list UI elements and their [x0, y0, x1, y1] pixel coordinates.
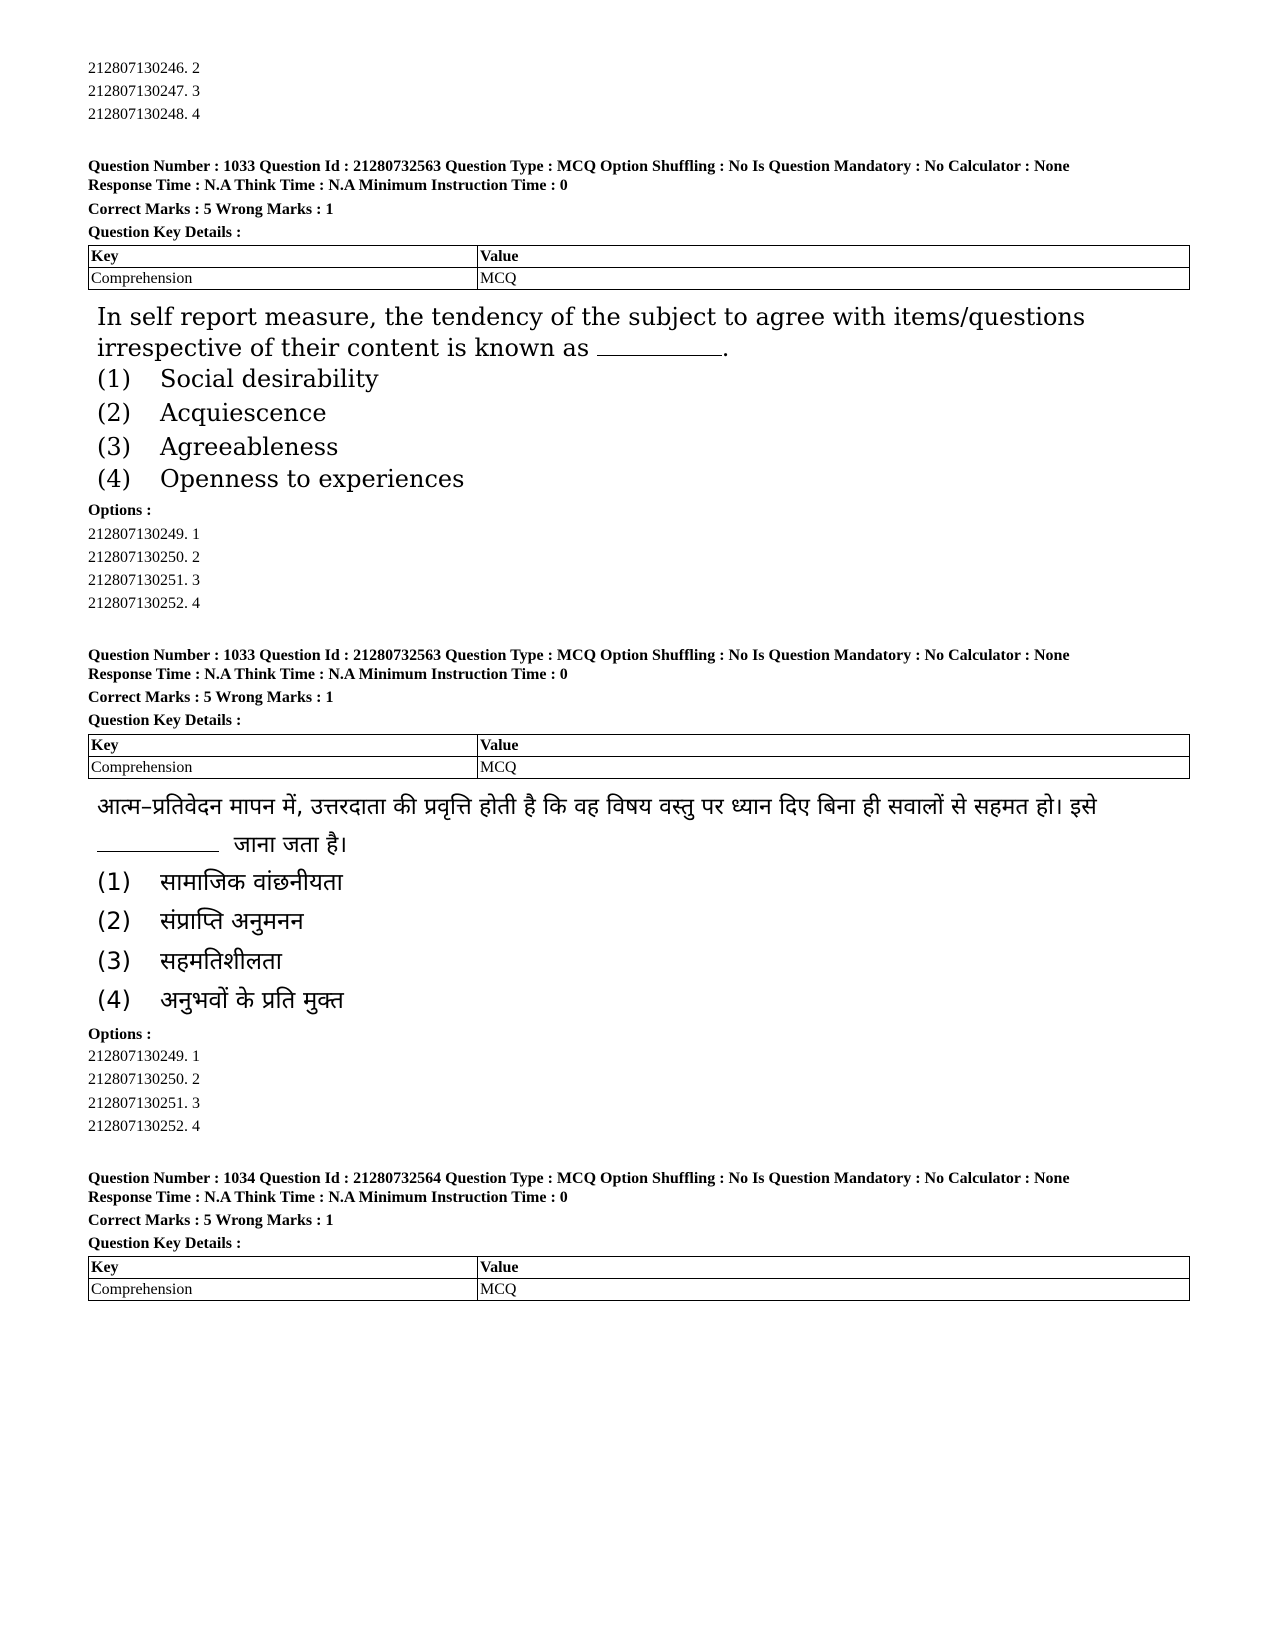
answer-choice [97, 946, 282, 976]
answer-number: (4) [97, 986, 131, 1014]
question-timing-line: Response Time : N.A Think Time : N.A Minimum Instruction Time : 0 [88, 1189, 568, 1206]
option-line: 212807130252. 4 [88, 1118, 200, 1135]
table-cell-value: MCQ [478, 757, 1190, 779]
question-timing-line: Response Time : N.A Think Time : N.A Minimum Instruction Time : 0 [88, 666, 568, 683]
key-value-table [88, 245, 1190, 290]
answer-text: संप्राप्ति अनुमनन [160, 907, 304, 935]
option-line: 212807130248. 4 [88, 106, 200, 123]
option-line: 212807130251. 3 [88, 1095, 200, 1112]
answer-number: (3) [97, 947, 131, 975]
answer-blank [597, 333, 722, 356]
table-cell-value: MCQ [478, 1279, 1190, 1301]
answer-text: सहमतिशीलता [160, 947, 282, 975]
question-meta-line: Question Number : 1034 Question Id : 21280732564 Question Type : MCQ Option Shuffling : No Is Question Mandatory : No Calculator : None [88, 1170, 1070, 1187]
key-details-label: Question Key Details : [88, 1235, 242, 1252]
key-value-table [88, 734, 1190, 779]
option-line: 212807130249. 1 [88, 1048, 200, 1065]
table-cell-key: Comprehension [89, 1279, 478, 1301]
option-line: 212807130247. 3 [88, 83, 200, 100]
question-text-part: In self report measure, the tendency of the subject to agree with items/questions irrespective of their content is known as [97, 303, 1086, 362]
answer-number: (4) [97, 465, 131, 493]
answer-blank [97, 829, 219, 852]
option-line: 212807130250. 2 [88, 1071, 200, 1088]
answer-number: (1) [97, 868, 131, 896]
answer-choice [97, 364, 379, 394]
key-value-table [88, 1256, 1190, 1301]
option-line: 212807130250. 2 [88, 549, 200, 566]
answer-text: Social desirability [160, 365, 379, 393]
answer-choice [97, 906, 304, 936]
answer-number: (2) [97, 399, 131, 427]
table-header-key: Key [89, 246, 478, 268]
answer-text: अनुभवों के प्रति मुक्त [160, 986, 344, 1014]
question-text [97, 788, 1195, 864]
question-timing-line: Response Time : N.A Think Time : N.A Minimum Instruction Time : 0 [88, 177, 568, 194]
table-header-value: Value [478, 246, 1190, 268]
options-label: Options : [88, 1026, 152, 1043]
question-text-part: आत्म–प्रतिवेदन मापन में, उत्तरदाता की प्रवृत्ति होती है कि वह विषय वस्तु पर ध्यान दिए बिना ही सवालों से सहमत हो। इसे [97, 794, 1097, 820]
marks-line: Correct Marks : 5 Wrong Marks : 1 [88, 201, 334, 218]
answer-choice [97, 985, 344, 1015]
answer-text: Agreeableness [160, 433, 339, 461]
option-line: 212807130249. 1 [88, 526, 200, 543]
table-header-key: Key [89, 1257, 478, 1279]
answer-choice [97, 432, 338, 462]
question-text-line2 [97, 826, 1195, 864]
marks-line: Correct Marks : 5 Wrong Marks : 1 [88, 1212, 334, 1229]
answer-text: Openness to experiences [160, 465, 465, 493]
question-text-part: जाना जता है। [233, 832, 348, 858]
option-line: 212807130251. 3 [88, 572, 200, 589]
key-details-label: Question Key Details : [88, 712, 242, 729]
question-meta-line: Question Number : 1033 Question Id : 21280732563 Question Type : MCQ Option Shuffling : No Is Question Mandatory : No Calculator : None [88, 158, 1070, 175]
table-header-value: Value [478, 1257, 1190, 1279]
answer-choice [97, 867, 343, 897]
table-cell-key: Comprehension [89, 757, 478, 779]
answer-number: (3) [97, 433, 131, 461]
question-meta-line: Question Number : 1033 Question Id : 21280732563 Question Type : MCQ Option Shuffling : No Is Question Mandatory : No Calculator : None [88, 647, 1070, 664]
answer-number: (2) [97, 907, 131, 935]
table-cell-key: Comprehension [89, 268, 478, 290]
answer-text: Acquiescence [160, 399, 327, 427]
table-header-key: Key [89, 735, 478, 757]
table-cell-value: MCQ [478, 268, 1190, 290]
answer-choice [97, 464, 464, 494]
answer-number: (1) [97, 365, 131, 393]
options-label: Options : [88, 502, 152, 519]
answer-text: सामाजिक वांछनीयता [160, 868, 343, 896]
option-line: 212807130252. 4 [88, 595, 200, 612]
answer-choice [97, 398, 327, 428]
key-details-label: Question Key Details : [88, 224, 242, 241]
marks-line: Correct Marks : 5 Wrong Marks : 1 [88, 689, 334, 706]
question-text-end: . [721, 334, 730, 362]
option-line: 212807130246. 2 [88, 60, 200, 77]
question-text [97, 302, 1195, 364]
table-header-value: Value [478, 735, 1190, 757]
